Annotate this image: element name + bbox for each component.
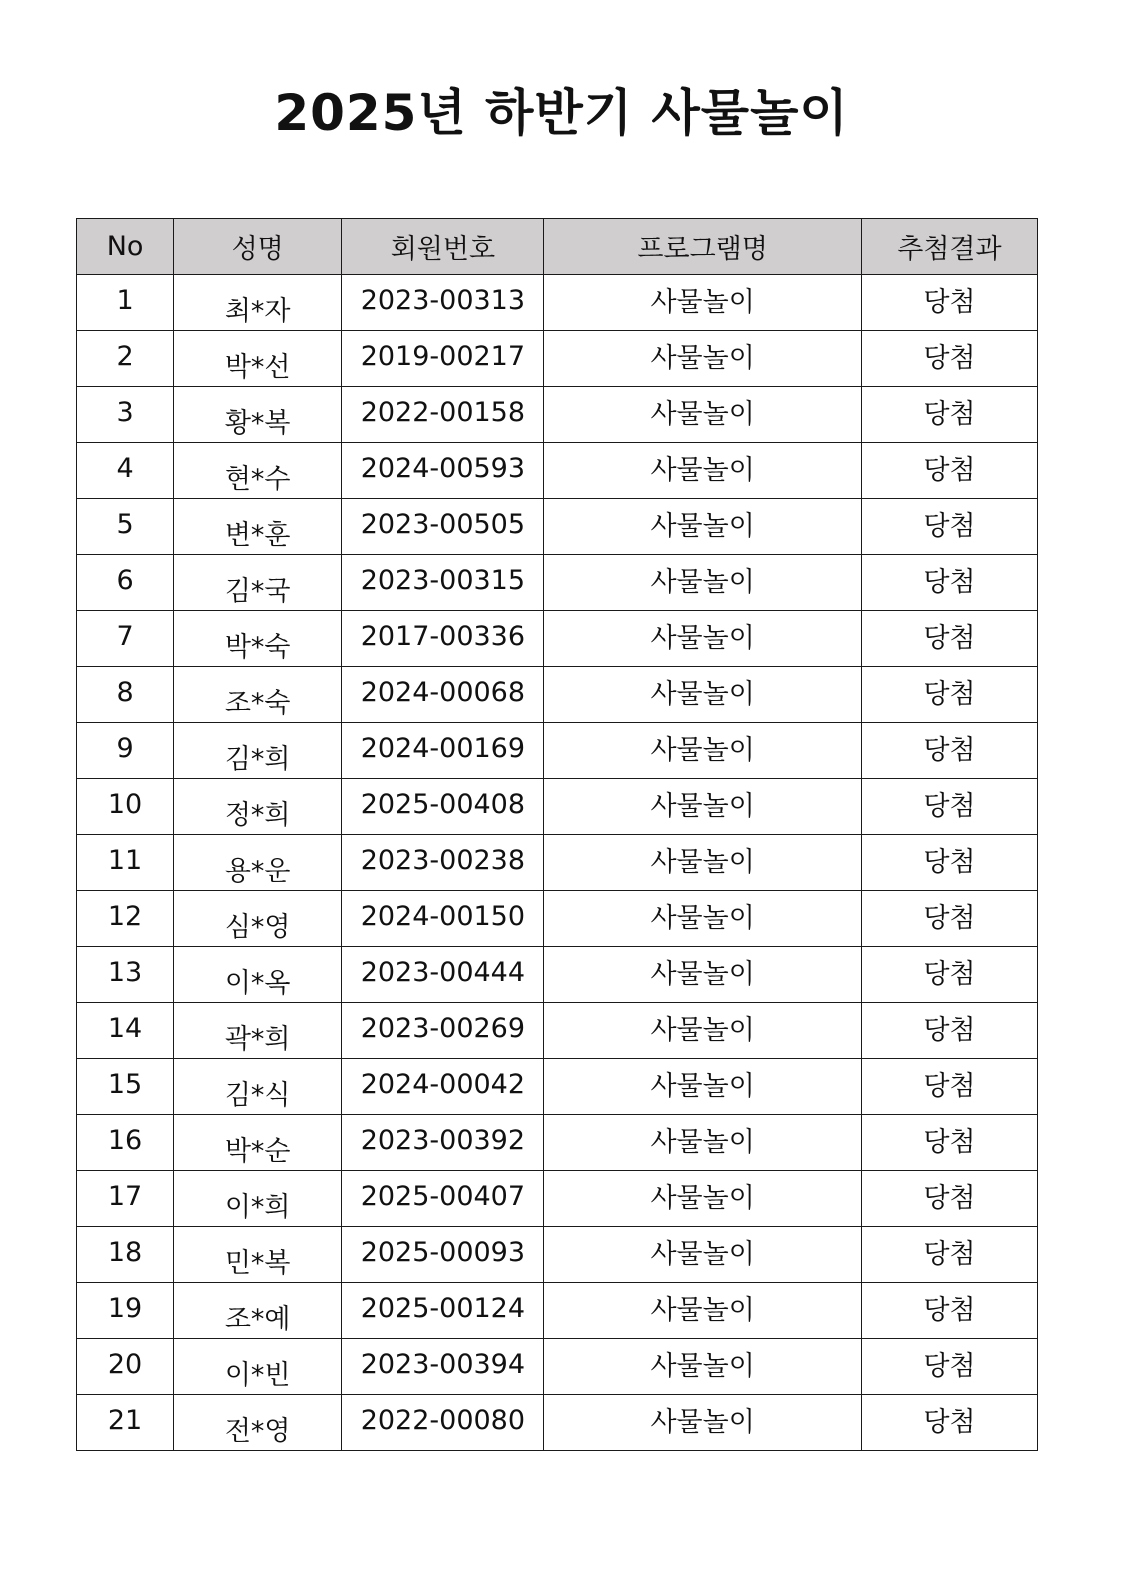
cell-no <box>77 1003 174 1059</box>
cell-no <box>77 1059 174 1115</box>
cell-member-id-text: 2025-00124 <box>360 1293 526 1324</box>
cell-no <box>77 1283 174 1339</box>
cell-name-text: 정*희 <box>224 800 291 831</box>
cell-result <box>861 1227 1037 1283</box>
table-row <box>77 835 1038 891</box>
lottery-results-table <box>76 218 1038 1451</box>
cell-name <box>174 555 342 611</box>
cell-program <box>544 387 861 443</box>
cell-result <box>861 443 1037 499</box>
cell-result <box>861 1171 1037 1227</box>
table-row <box>77 1395 1038 1451</box>
cell-program <box>544 1059 861 1115</box>
cell-program <box>544 1115 861 1171</box>
cell-program <box>544 891 861 947</box>
cell-result-text: 당첨 <box>923 567 976 598</box>
table-row <box>77 1283 1038 1339</box>
header-result: 추첨결과 <box>861 219 1037 275</box>
cell-program <box>544 331 861 387</box>
cell-program <box>544 947 861 1003</box>
cell-result-text: 당첨 <box>923 343 976 374</box>
cell-no <box>77 779 174 835</box>
table-row <box>77 387 1038 443</box>
cell-result <box>861 1059 1037 1115</box>
cell-result-text: 당첨 <box>923 1127 976 1158</box>
table-row <box>77 331 1038 387</box>
cell-member-id-text: 2023-00394 <box>360 1349 526 1380</box>
header-no: No <box>77 219 174 275</box>
cell-name-text: 이*희 <box>224 1192 291 1223</box>
cell-program-text: 사물놀이 <box>650 1239 755 1270</box>
cell-no-text: 5 <box>116 509 134 540</box>
cell-member-id <box>342 1171 544 1227</box>
cell-result-text: 당첨 <box>923 1351 976 1382</box>
cell-name-text: 박*선 <box>224 352 291 383</box>
cell-member-id <box>342 1003 544 1059</box>
cell-program-text: 사물놀이 <box>650 1015 755 1046</box>
cell-result-text: 당첨 <box>923 287 976 318</box>
cell-name-text: 전*영 <box>224 1416 291 1447</box>
cell-member-id-text: 2023-00313 <box>360 285 526 316</box>
cell-name-text: 박*숙 <box>224 632 291 663</box>
cell-member-id-text: 2023-00315 <box>360 565 526 596</box>
table-row <box>77 779 1038 835</box>
cell-program <box>544 1171 861 1227</box>
table-row <box>77 1059 1038 1115</box>
cell-program <box>544 667 861 723</box>
cell-no-text: 14 <box>107 1013 143 1044</box>
cell-no-text: 8 <box>116 677 134 708</box>
table-row <box>77 275 1038 331</box>
cell-no <box>77 1115 174 1171</box>
cell-program-text: 사물놀이 <box>650 455 755 486</box>
cell-name <box>174 1115 342 1171</box>
cell-result <box>861 1395 1037 1451</box>
cell-name-text: 변*훈 <box>224 520 291 551</box>
cell-member-id-text: 2023-00269 <box>360 1013 526 1044</box>
cell-result-text: 당첨 <box>923 1015 976 1046</box>
cell-name-text: 민*복 <box>224 1248 291 1279</box>
cell-result <box>861 1283 1037 1339</box>
cell-name <box>174 1171 342 1227</box>
cell-program <box>544 275 861 331</box>
cell-result <box>861 275 1037 331</box>
cell-no-text: 7 <box>116 621 134 652</box>
cell-no <box>77 1339 174 1395</box>
cell-member-id <box>342 499 544 555</box>
cell-program <box>544 555 861 611</box>
cell-no <box>77 387 174 443</box>
cell-no-text: 3 <box>116 397 134 428</box>
cell-name-text: 박*순 <box>224 1136 291 1167</box>
cell-program-text: 사물놀이 <box>650 679 755 710</box>
table-row <box>77 667 1038 723</box>
table-row <box>77 723 1038 779</box>
cell-member-id-text: 2024-00068 <box>360 677 526 708</box>
cell-program-text: 사물놀이 <box>650 1071 755 1102</box>
cell-no <box>77 667 174 723</box>
cell-name-text: 김*식 <box>224 1080 291 1111</box>
cell-name <box>174 891 342 947</box>
cell-no <box>77 611 174 667</box>
cell-program-text: 사물놀이 <box>650 511 755 542</box>
cell-member-id <box>342 331 544 387</box>
cell-member-id <box>342 1283 544 1339</box>
cell-result-text: 당첨 <box>923 903 976 934</box>
cell-program <box>544 1227 861 1283</box>
cell-result-text: 당첨 <box>923 1407 976 1438</box>
cell-name <box>174 947 342 1003</box>
cell-member-id-text: 2023-00238 <box>360 845 526 876</box>
header-row <box>77 219 1038 275</box>
cell-member-id-text: 2022-00158 <box>360 397 526 428</box>
cell-member-id-text: 2022-00080 <box>360 1405 526 1436</box>
cell-result-text: 당첨 <box>923 1295 976 1326</box>
cell-result-text: 당첨 <box>923 791 976 822</box>
cell-name-text: 이*옥 <box>224 968 291 999</box>
cell-program-text: 사물놀이 <box>650 847 755 878</box>
cell-no <box>77 555 174 611</box>
page-title: 2025년 하반기 사물놀이 <box>274 84 849 142</box>
cell-no-text: 19 <box>107 1293 143 1324</box>
cell-result-text: 당첨 <box>923 847 976 878</box>
cell-program-text: 사물놀이 <box>650 1407 755 1438</box>
cell-no-text: 12 <box>107 901 143 932</box>
cell-no-text: 2 <box>116 341 134 372</box>
cell-name-text: 현*수 <box>224 464 291 495</box>
cell-name-text: 이*빈 <box>224 1360 291 1391</box>
cell-no-text: 15 <box>107 1069 143 1100</box>
cell-name <box>174 275 342 331</box>
cell-result <box>861 891 1037 947</box>
cell-member-id <box>342 1227 544 1283</box>
table-row <box>77 555 1038 611</box>
cell-member-id-text: 2019-00217 <box>360 341 526 372</box>
cell-program-text: 사물놀이 <box>650 567 755 598</box>
cell-member-id-text: 2024-00169 <box>360 733 526 764</box>
cell-program <box>544 835 861 891</box>
cell-member-id <box>342 891 544 947</box>
cell-name <box>174 779 342 835</box>
cell-no-text: 6 <box>116 565 134 596</box>
cell-no-text: 17 <box>107 1181 143 1212</box>
table-header <box>77 219 1038 275</box>
cell-result-text: 당첨 <box>923 399 976 430</box>
cell-no <box>77 835 174 891</box>
cell-name <box>174 1227 342 1283</box>
cell-result <box>861 947 1037 1003</box>
cell-program-text: 사물놀이 <box>650 1351 755 1382</box>
cell-no <box>77 499 174 555</box>
cell-result <box>861 667 1037 723</box>
table-row <box>77 499 1038 555</box>
cell-no <box>77 443 174 499</box>
cell-result-text: 당첨 <box>923 735 976 766</box>
cell-no <box>77 1227 174 1283</box>
cell-result-text: 당첨 <box>923 1071 976 1102</box>
cell-result <box>861 555 1037 611</box>
cell-program-text: 사물놀이 <box>650 1295 755 1326</box>
cell-member-id-text: 2024-00042 <box>360 1069 526 1100</box>
cell-program-text: 사물놀이 <box>650 287 755 318</box>
cell-result <box>861 611 1037 667</box>
cell-member-id <box>342 275 544 331</box>
cell-member-id <box>342 1059 544 1115</box>
cell-no <box>77 947 174 1003</box>
cell-program-text: 사물놀이 <box>650 623 755 654</box>
header-program: 프로그램명 <box>544 219 861 275</box>
cell-result-text: 당첨 <box>923 959 976 990</box>
table-row <box>77 1339 1038 1395</box>
cell-member-id <box>342 555 544 611</box>
table-row <box>77 947 1038 1003</box>
header-name: 성명 <box>174 219 342 275</box>
cell-program-text: 사물놀이 <box>650 343 755 374</box>
cell-member-id-text: 2025-00408 <box>360 789 526 820</box>
table-row <box>77 443 1038 499</box>
cell-no-text: 1 <box>116 285 134 316</box>
cell-name-text: 곽*희 <box>224 1024 291 1055</box>
cell-no <box>77 275 174 331</box>
cell-name <box>174 499 342 555</box>
cell-program <box>544 611 861 667</box>
table-row <box>77 1171 1038 1227</box>
cell-no-text: 20 <box>107 1349 143 1380</box>
cell-member-id <box>342 1395 544 1451</box>
cell-name-text: 황*복 <box>224 408 291 439</box>
cell-member-id <box>342 947 544 1003</box>
header-member-id: 회원번호 <box>342 219 544 275</box>
cell-name <box>174 331 342 387</box>
cell-program <box>544 1283 861 1339</box>
cell-name-text: 용*운 <box>224 856 291 887</box>
cell-result-text: 당첨 <box>923 1183 976 1214</box>
cell-name-text: 김*희 <box>224 744 291 775</box>
table-row <box>77 1003 1038 1059</box>
cell-name <box>174 443 342 499</box>
table-body <box>77 275 1038 1451</box>
cell-result-text: 당첨 <box>923 455 976 486</box>
cell-name <box>174 1059 342 1115</box>
cell-no <box>77 331 174 387</box>
cell-result <box>861 387 1037 443</box>
cell-name <box>174 667 342 723</box>
cell-no-text: 13 <box>107 957 143 988</box>
cell-program-text: 사물놀이 <box>650 399 755 430</box>
cell-member-id-text: 2017-00336 <box>360 621 526 652</box>
cell-no-text: 11 <box>107 845 143 876</box>
cell-member-id <box>342 611 544 667</box>
cell-program <box>544 443 861 499</box>
cell-no-text: 4 <box>116 453 134 484</box>
cell-member-id-text: 2025-00093 <box>360 1237 526 1268</box>
cell-program <box>544 499 861 555</box>
cell-result <box>861 1339 1037 1395</box>
cell-program-text: 사물놀이 <box>650 959 755 990</box>
cell-member-id-text: 2024-00150 <box>360 901 526 932</box>
cell-no <box>77 1171 174 1227</box>
cell-result <box>861 331 1037 387</box>
table-row <box>77 891 1038 947</box>
cell-result <box>861 1115 1037 1171</box>
cell-name-text: 김*국 <box>224 576 291 607</box>
cell-name-text: 조*숙 <box>224 688 291 719</box>
cell-result-text: 당첨 <box>923 511 976 542</box>
cell-member-id-text: 2025-00407 <box>360 1181 526 1212</box>
cell-member-id <box>342 835 544 891</box>
cell-no <box>77 1395 174 1451</box>
cell-program <box>544 1395 861 1451</box>
cell-member-id <box>342 387 544 443</box>
table-row <box>77 1227 1038 1283</box>
table-row <box>77 1115 1038 1171</box>
cell-name <box>174 1283 342 1339</box>
cell-member-id-text: 2023-00505 <box>360 509 526 540</box>
cell-member-id <box>342 723 544 779</box>
cell-no-text: 21 <box>107 1405 143 1436</box>
cell-no <box>77 891 174 947</box>
cell-result-text: 당첨 <box>923 623 976 654</box>
cell-name <box>174 1395 342 1451</box>
cell-name-text: 조*예 <box>224 1304 291 1335</box>
cell-name-text: 최*자 <box>224 296 291 327</box>
cell-member-id <box>342 779 544 835</box>
cell-no-text: 9 <box>116 733 134 764</box>
cell-no-text: 18 <box>107 1237 143 1268</box>
cell-result-text: 당첨 <box>923 679 976 710</box>
cell-member-id <box>342 1115 544 1171</box>
cell-result <box>861 835 1037 891</box>
table-row <box>77 611 1038 667</box>
cell-result <box>861 779 1037 835</box>
cell-result <box>861 723 1037 779</box>
cell-member-id-text: 2023-00444 <box>360 957 526 988</box>
cell-program-text: 사물놀이 <box>650 1183 755 1214</box>
cell-result-text: 당첨 <box>923 1239 976 1270</box>
cell-name <box>174 835 342 891</box>
cell-member-id <box>342 667 544 723</box>
cell-program-text: 사물놀이 <box>650 735 755 766</box>
cell-program-text: 사물놀이 <box>650 903 755 934</box>
cell-name <box>174 723 342 779</box>
cell-member-id <box>342 1339 544 1395</box>
cell-name <box>174 611 342 667</box>
cell-program <box>544 723 861 779</box>
cell-member-id-text: 2023-00392 <box>360 1125 526 1156</box>
cell-no <box>77 723 174 779</box>
cell-member-id-text: 2024-00593 <box>360 453 526 484</box>
cell-program <box>544 1339 861 1395</box>
cell-result <box>861 499 1037 555</box>
cell-no-text: 10 <box>107 789 143 820</box>
cell-no-text: 16 <box>107 1125 143 1156</box>
cell-name-text: 심*영 <box>224 912 291 943</box>
cell-program <box>544 1003 861 1059</box>
cell-program <box>544 779 861 835</box>
cell-program-text: 사물놀이 <box>650 791 755 822</box>
cell-program-text: 사물놀이 <box>650 1127 755 1158</box>
cell-result <box>861 1003 1037 1059</box>
cell-name <box>174 387 342 443</box>
cell-member-id <box>342 443 544 499</box>
cell-name <box>174 1339 342 1395</box>
cell-name <box>174 1003 342 1059</box>
